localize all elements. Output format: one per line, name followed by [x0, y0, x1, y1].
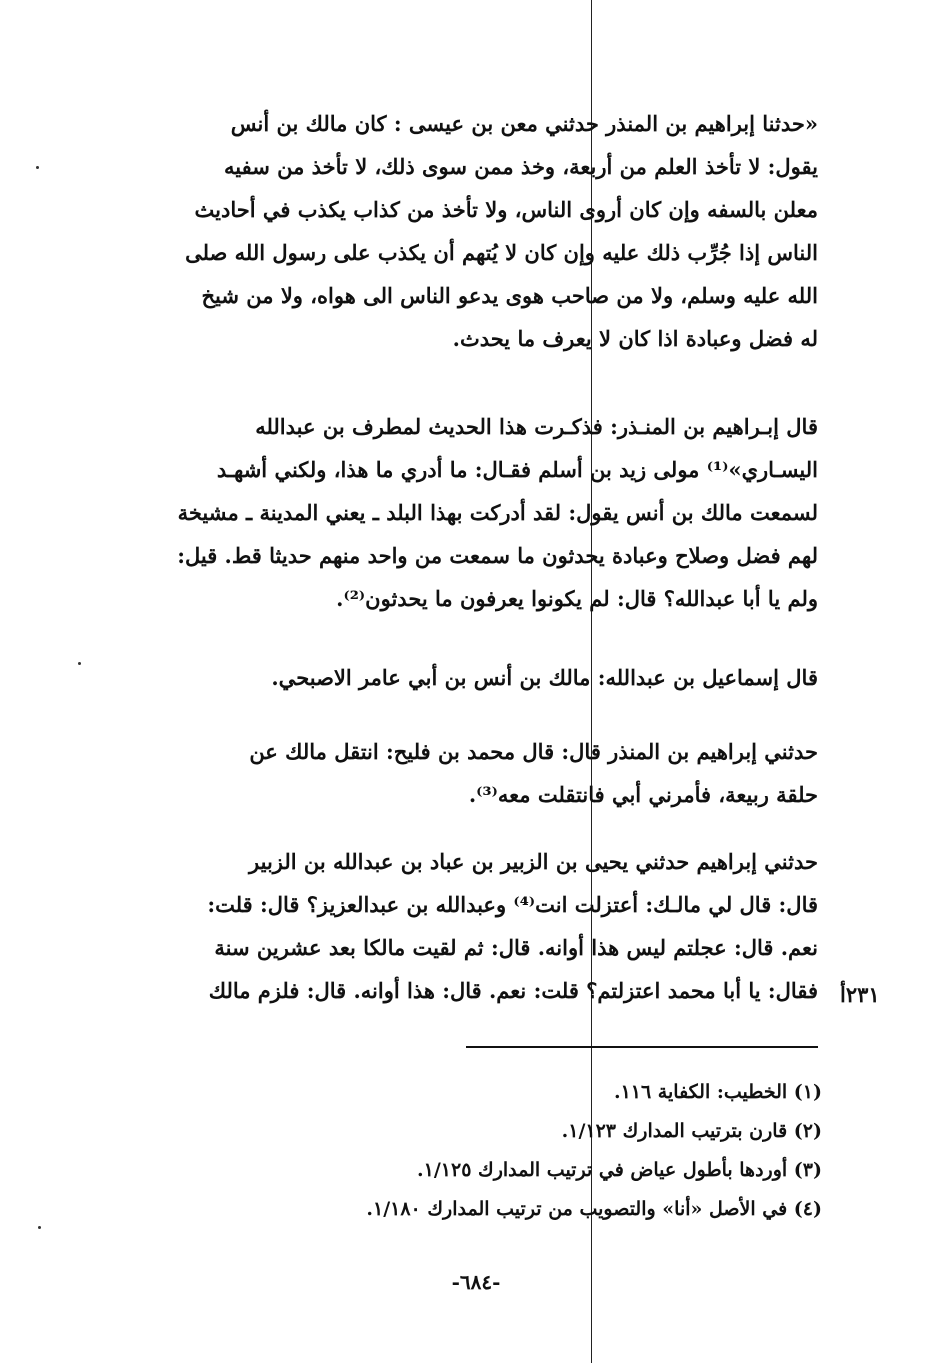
text-line: له فضل وعبادة اذا كان لا يعرف ما يحدث.: [452, 326, 818, 351]
text-line: حلقة ربيعة، فأمرني أبي فانتقلت معه⁽³⁾.: [468, 782, 818, 807]
text-line: قال إبـراهيم بن المنـذر: فذكـرت هذا الحديث لمطرف بن عبدالله: [255, 414, 818, 439]
text-line: قال إسماعيل بن عبدالله: مالك بن أنس بن أبي عامر الاصبحي.: [271, 665, 818, 690]
text-line: معلن بالسفه وإن كان أروى الناس، ولا تأخذ من كذاب يكذب في أحاديث: [194, 197, 818, 222]
text-line: حدثني إبراهيم بن المنذر قال: قال محمد بن فليح: انتقل مالك عن: [249, 739, 818, 764]
scan-speck: [38, 1226, 41, 1229]
paragraph-1: [126, 102, 818, 360]
footnote-item: (١) الخطيب: الكفاية ١١٦.: [613, 1081, 822, 1103]
text-line: الناس إذا جُرِّب ذلك عليه وإن كان لا يُتهم أن يكذب على رسول الله صلى: [185, 240, 818, 265]
text-line: فقال: يا أبا محمد اعتزلتم؟ قلت: نعم. قال: هذا أوانه. قال: فلزم مالك: [208, 978, 818, 1003]
text-line: قال: قال لي مالـك: أعتزلت انت⁽⁴⁾ وعبدالله بن عبدالعزيز؟ قال: قلت:: [207, 892, 818, 917]
footnote-item: (٢) قارن بترتيب المدارك ١/١٢٣.: [561, 1120, 822, 1142]
text-line: لسمعت مالك بن أنس يقول: لقد أدركت بهذا البلد ـ يعني المدينة ـ مشيخة: [177, 500, 818, 525]
text-line: يقول: لا تأخذ العلم من أربعة، وخذ ممن سوى ذلك، لا تأخذ من سفيه: [223, 154, 818, 179]
footnotes-list: [366, 1073, 822, 1229]
footnote-item: (٣) أوردها بأطول عياض في ترتيب المدارك ١/١٢٥.: [417, 1159, 822, 1181]
scan-speck: [78, 662, 81, 665]
footnote-item: (٤) في الأصل «أنا» والتصويب من ترتيب المدارك ١/١٨٠.: [366, 1198, 822, 1220]
paragraph-2: [126, 405, 818, 620]
page-number: -٦٨٤-: [451, 1270, 501, 1294]
text-line: نعم. قال: عجلتم ليس هذا أوانه. قال: ثم لقيت مالكا بعد عشرين سنة: [214, 935, 818, 960]
manuscript-folio-note: ٢٣١أ: [840, 982, 880, 1007]
paragraph-5: [126, 840, 818, 1012]
text-line: «حدثنا إبراهيم بن المنذر حدثني معن بن عيسى : كان مالك بن أنس: [230, 111, 818, 136]
paragraph-3: [126, 656, 818, 699]
scan-speck: [36, 166, 39, 169]
text-line: حدثني إبراهيم حدثني يحيى بن الزبير بن عباد بن عبدالله بن الزبير: [249, 849, 818, 874]
text-line: ولم يا أبا عبدالله؟ قال: لم يكونوا يعرفون ما يحدثون⁽²⁾.: [336, 586, 818, 611]
text-line: اليسـاري»⁽¹⁾ مولى زيد بن أسلم فقـال: ما أدري ما هذا، ولكني أشهـد: [216, 457, 818, 482]
paragraph-4: [126, 730, 818, 816]
text-line: لهم فضل وصلاح وعبادة يحدثون ما سمعت من واحد منهم حديثا قط. قيل:: [177, 543, 818, 568]
text-line: الله عليه وسلم، ولا من صاحب هوى يدعو الناس الى هواه، ولا من شيخ: [201, 283, 818, 308]
footnote-separator: [466, 1046, 818, 1048]
